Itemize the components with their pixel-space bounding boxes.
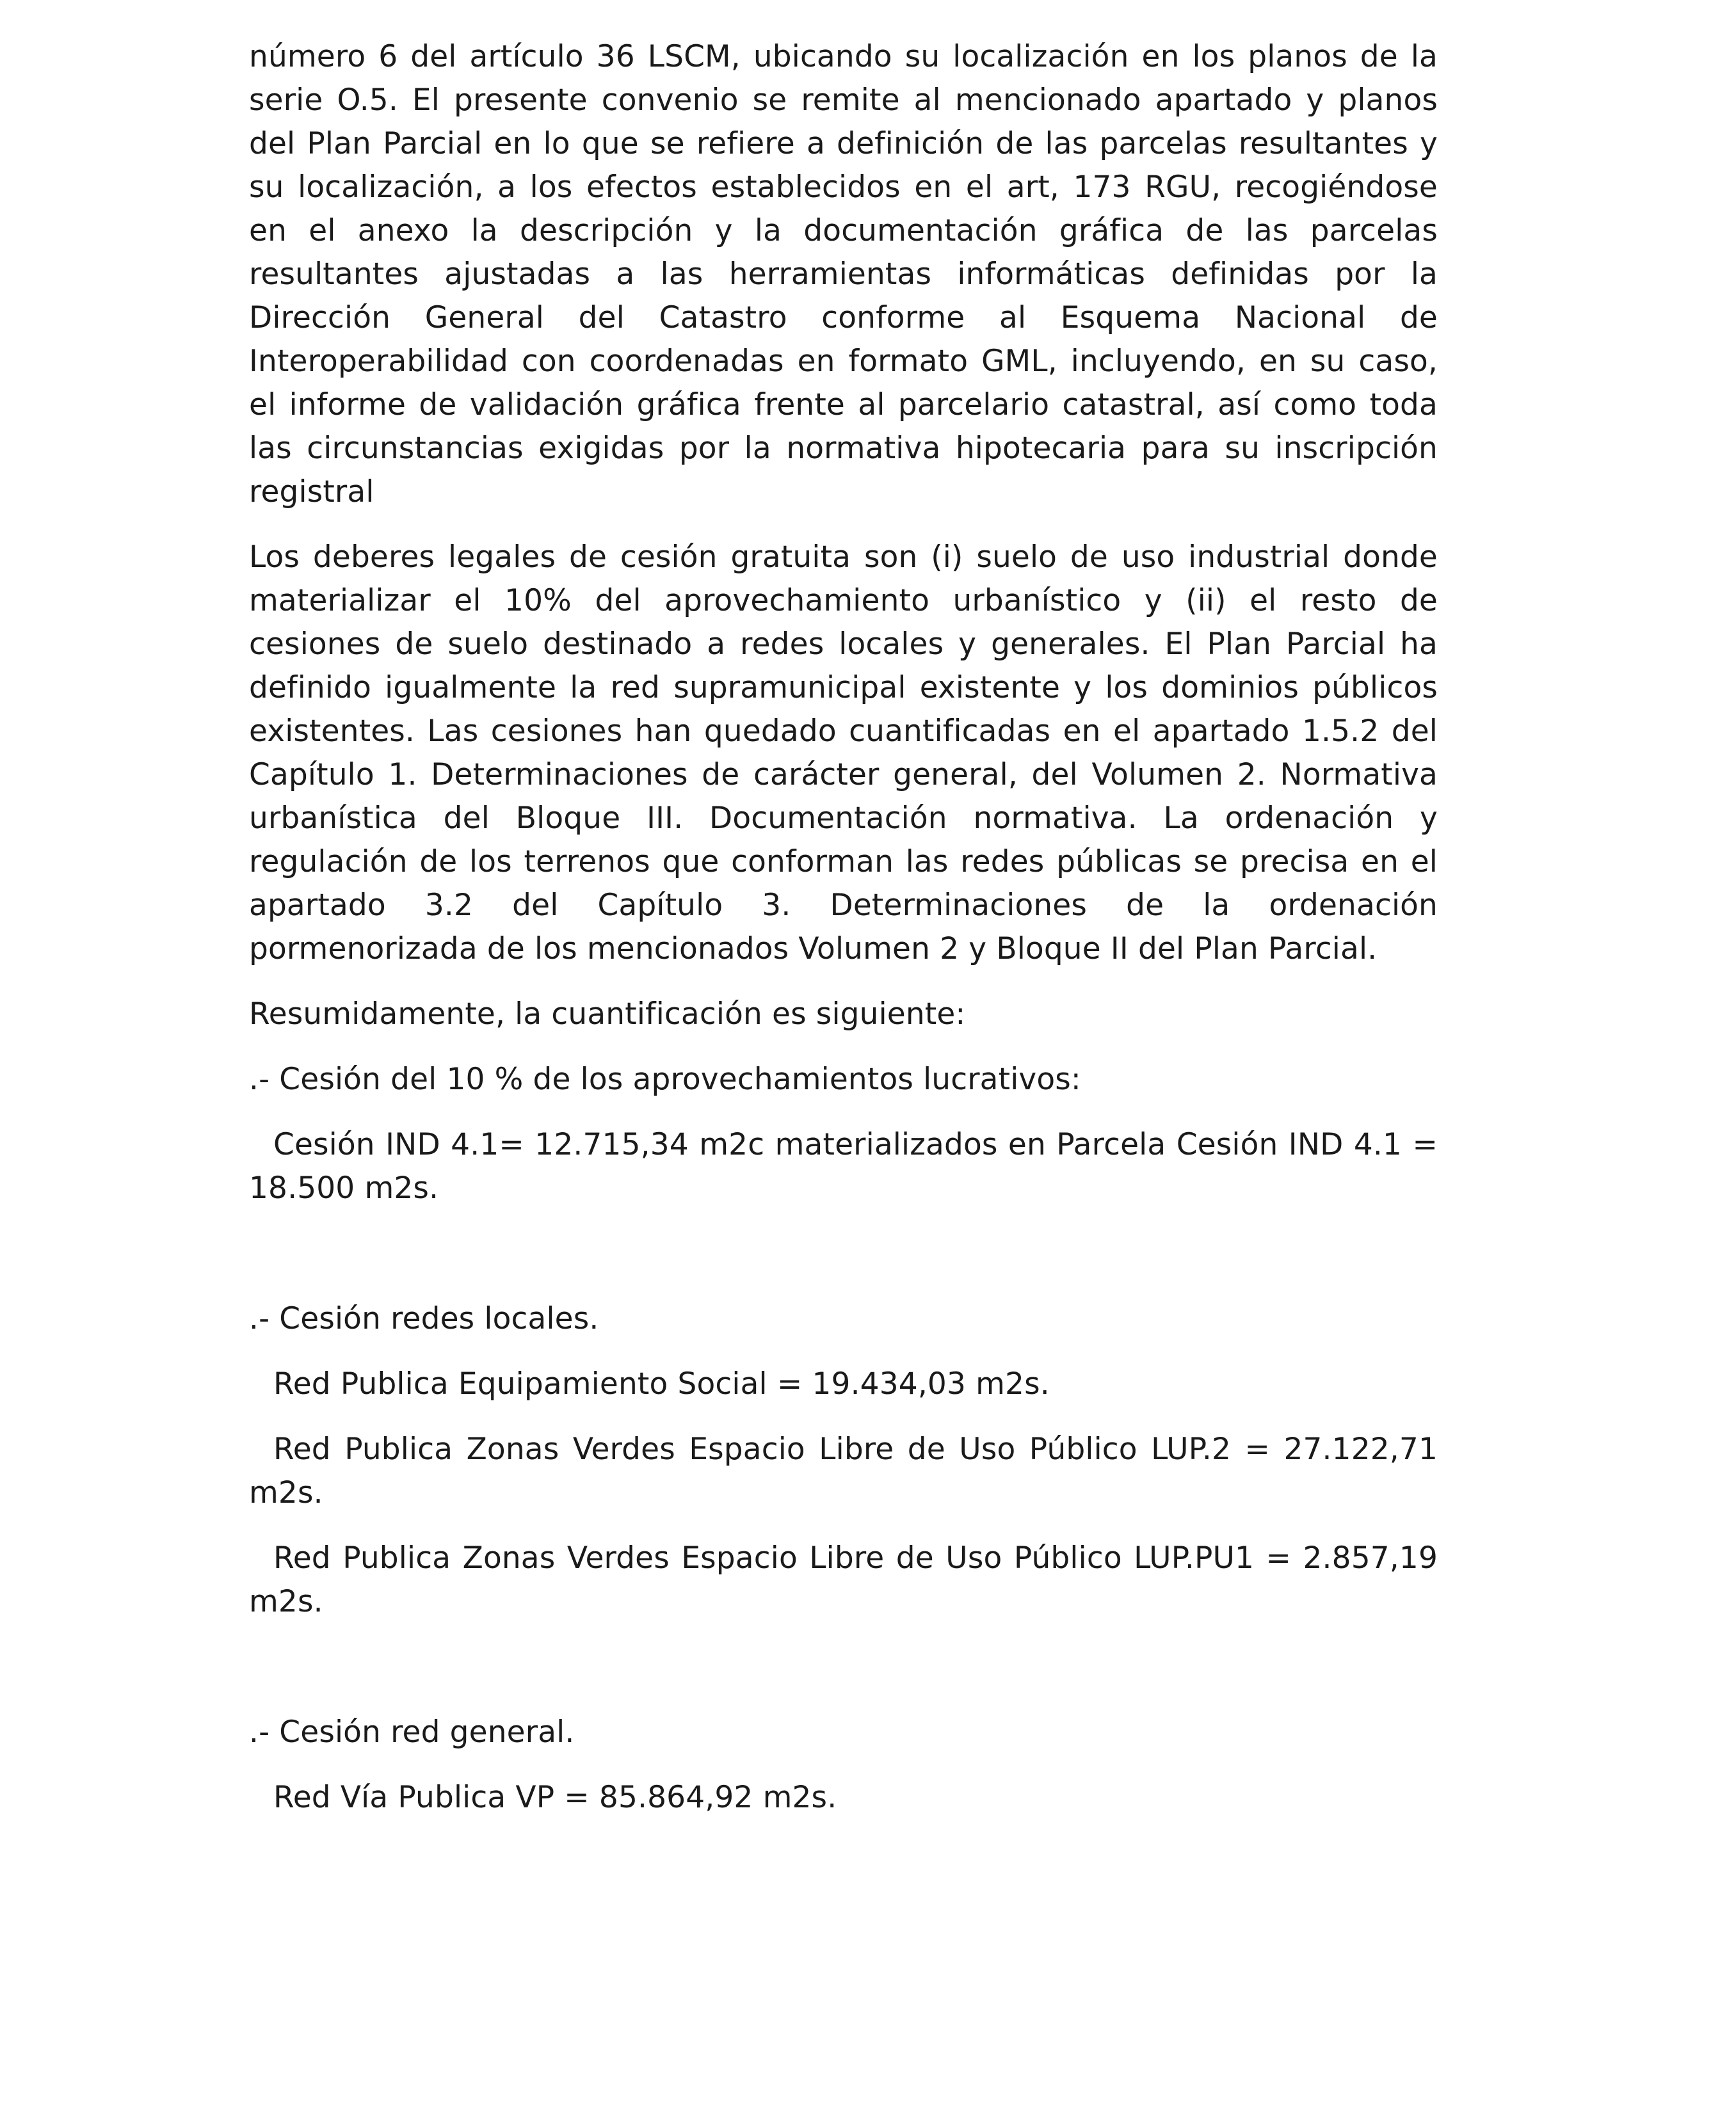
heading-cession-general-network: .- Cesión red general. — [249, 1715, 575, 1750]
spacer — [249, 1645, 1438, 1711]
item-green-zones-lup2: Red Publica Zonas Verdes Espacio Libre de Uso Público LUP.2 = 27.122,71 m2s. — [249, 1432, 1438, 1510]
heading-cession-10-percent: .- Cesión del 10 % de los aprovechamientos lucrativos: — [249, 1062, 1081, 1097]
paragraph-summary-intro: Resumidamente, la cuantificación es siguiente: — [249, 996, 966, 1032]
item-cession-ind-4-1: Cesión IND 4.1= 12.715,34 m2c materializados en Parcela Cesión IND 4.1 = 18.500 m2s. — [249, 1127, 1438, 1206]
paragraph-legal-cession-duties: Los deberes legales de cesión gratuita son (i) suelo de uso industrial donde materializar el 10% del aprovechamiento urbanístico y (ii) el resto de cesiones de suelo destinado a redes locales y generales. El Plan Parcial ha definido igualmente la red supramunicipal existente y los dominios públicos existentes. Las cesiones han quedado cuantificadas en el apartado 1.5.2 del Capítulo 1. Determinaciones de carácter general, del Volumen 2. Normativa urbanística del Bloque III. Documentación normativa. La ordenación y regulación de los terrenos que conforman las redes públicas se precisa en el apartado 3.2 del Capítulo 3. Determinaciones de la ordenación pormenorizada de los mencionados Volumen 2 y Bloque II del Plan Parcial. — [249, 540, 1438, 966]
item-green-zones-lup-pu1: Red Publica Zonas Verdes Espacio Libre de Uso Público LUP.PU1 = 2.857,19 m2s. — [249, 1540, 1438, 1619]
heading-cession-local-networks: .- Cesión redes locales. — [249, 1301, 599, 1336]
item-social-equipment: Red Publica Equipamiento Social = 19.434,03 m2s. — [273, 1366, 1050, 1402]
spacer — [249, 1232, 1438, 1297]
item-public-road: Red Vía Publica VP = 85.864,92 m2s. — [273, 1780, 837, 1815]
paragraph-parcel-localization: número 6 del artículo 36 LSCM, ubicando su localización en los planos de la serie O.5. El presente convenio se remite al mencionado apartado y planos del Plan Parcial en lo que se refiere a definición de las parcelas resultantes y su localización, a los efectos establecidos en el art, 173 RGU, recogiéndose en el anexo la descripción y la documentación gráfica de las parcelas resultantes ajustadas a las herramientas informáticas definidas por la Dirección General del Catastro conforme al Esquema Nacional de Interoperabilidad con coordenadas en formato GML, incluyendo, en su caso, el informe de validación gráfica frente al parcelario catastral, así como toda las circunstancias exigidas por la normativa hipotecaria para su inscripción registral — [249, 39, 1438, 509]
document-page — [249, 35, 1438, 1841]
